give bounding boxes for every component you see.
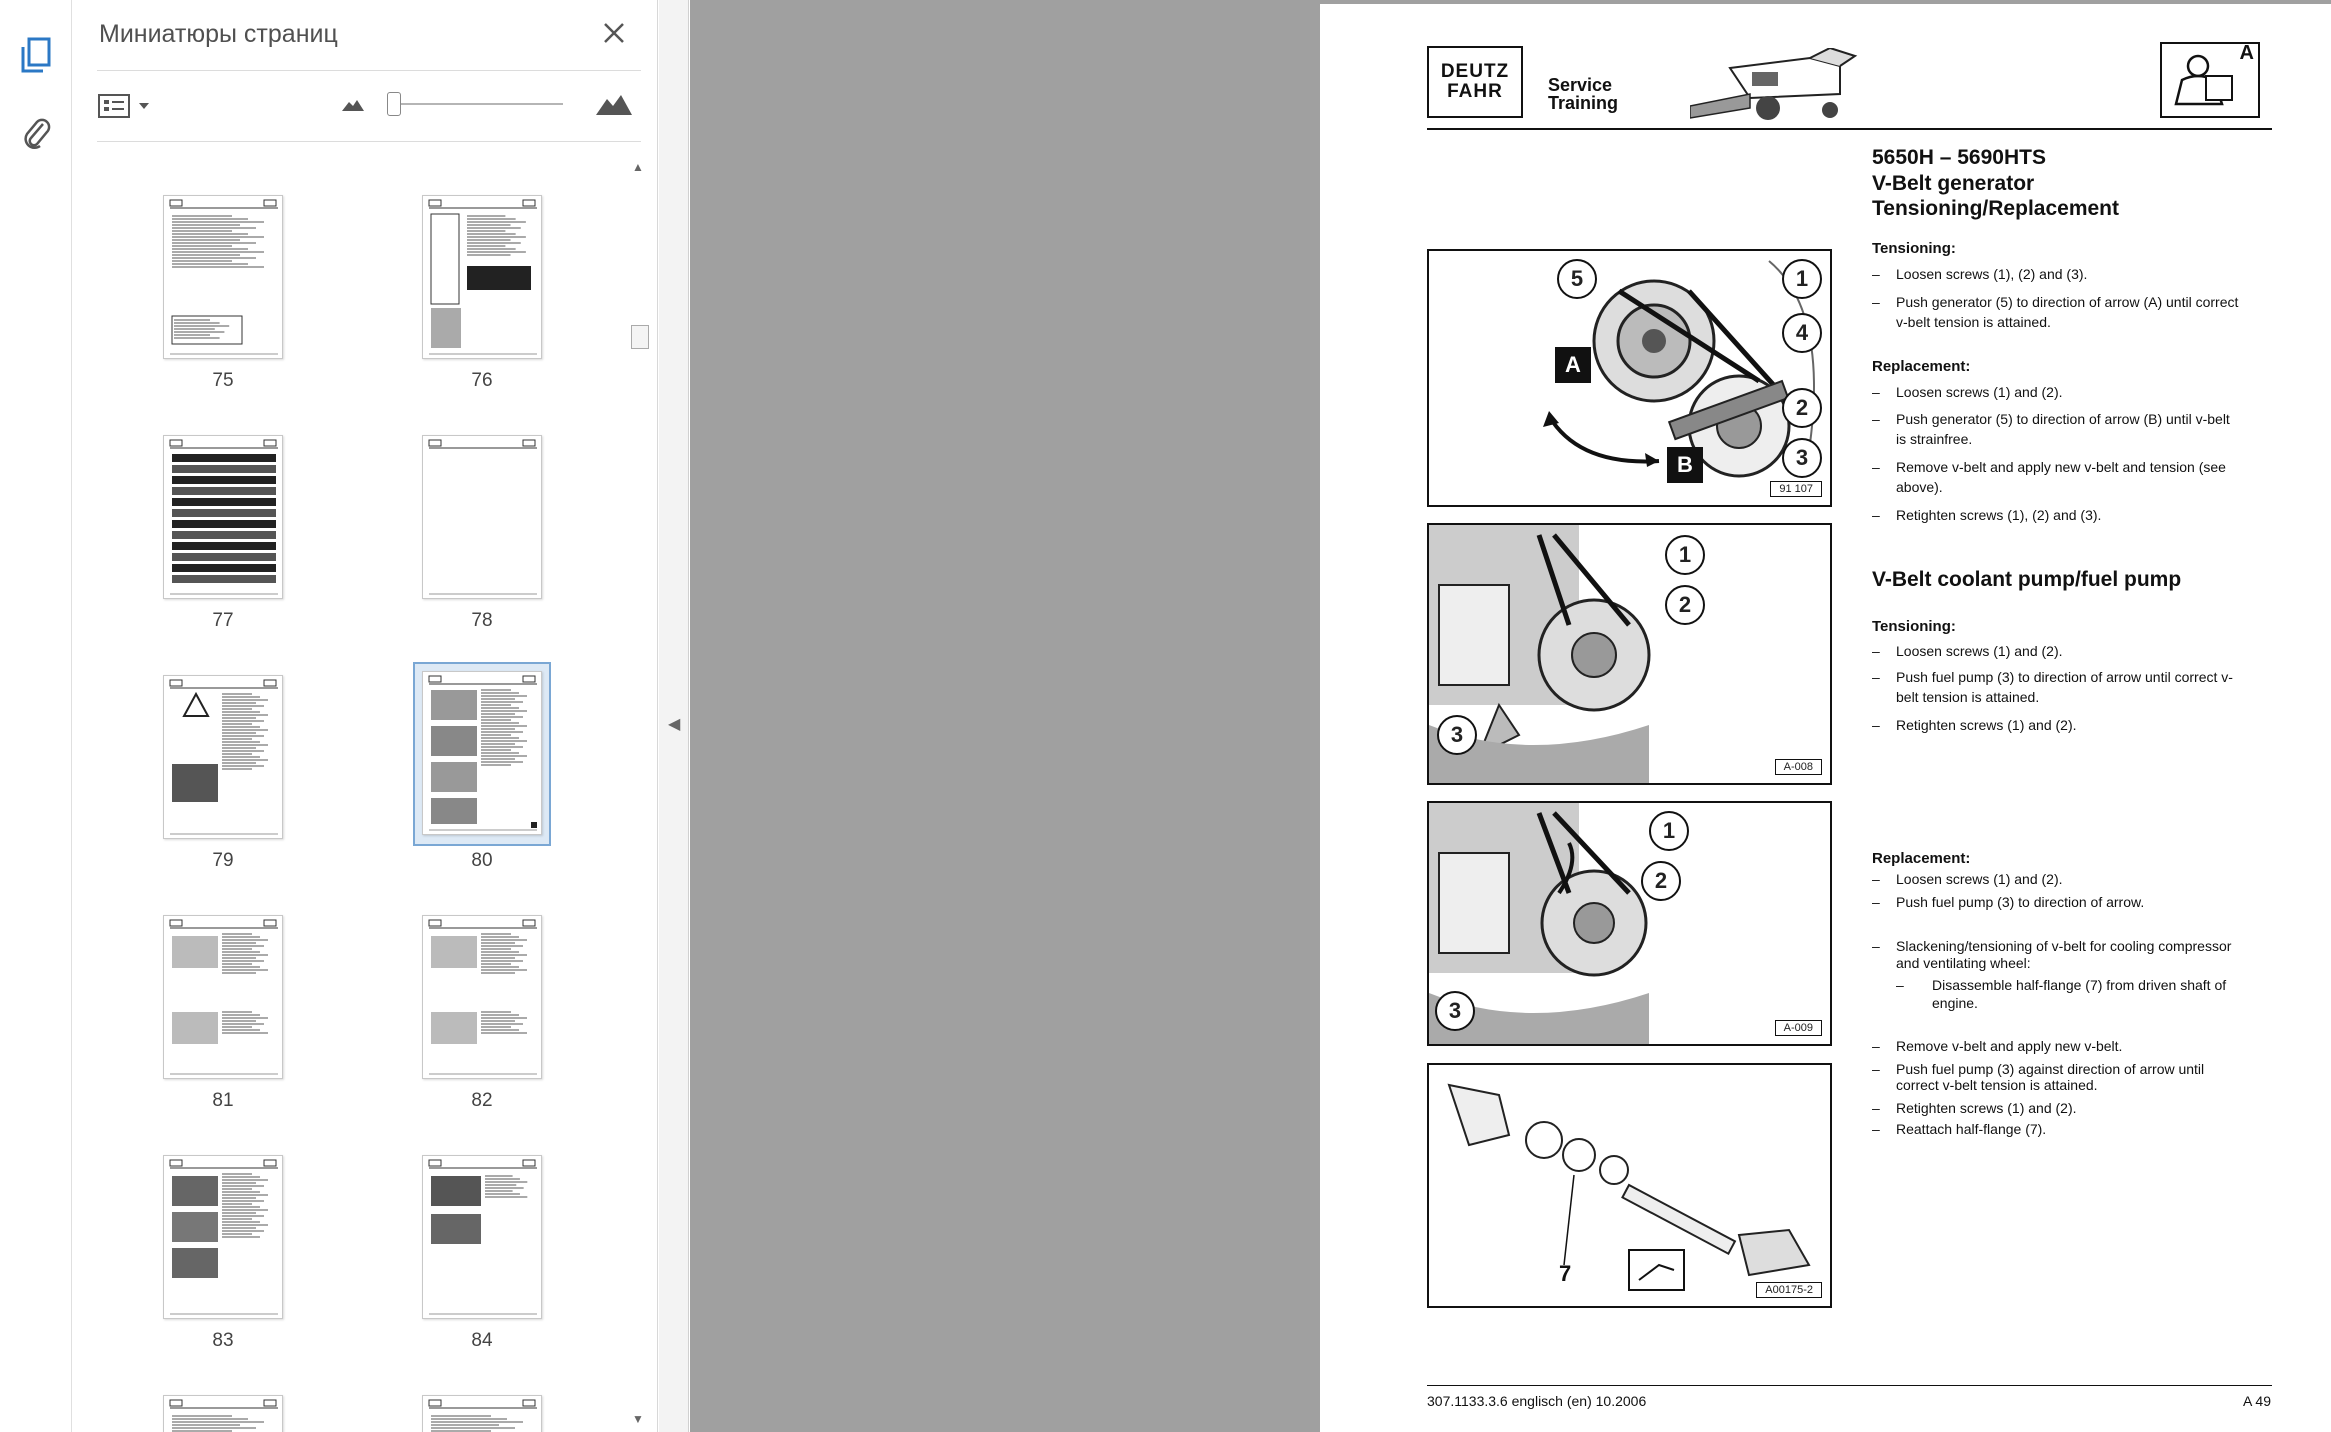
callout: 2: [1641, 861, 1681, 901]
step: – Loosen screws (1) and (2).: [1872, 871, 2063, 887]
replacement-heading: Replacement:: [1872, 358, 1971, 375]
half-flange-figure: [1427, 1063, 1832, 1308]
thumbnail-list: [73, 150, 625, 1432]
step: – Loosen screws (1) and (2).: [1872, 643, 2063, 659]
thumbnail-label: 80: [471, 850, 493, 871]
mountain-large-icon[interactable]: [595, 92, 633, 121]
collapse-left-icon[interactable]: ◀: [668, 716, 681, 733]
thumbnail-label: 83: [212, 1330, 234, 1351]
figure-code: A00175-2: [1756, 1282, 1822, 1298]
step-cont: and ventilating wheel:: [1896, 955, 2031, 971]
document-page: [1320, 4, 2331, 1432]
slider-track: [393, 103, 563, 105]
thumbnail-label: 75: [212, 370, 234, 391]
mountain-small-icon[interactable]: [341, 96, 365, 117]
step-cont: above).: [1896, 479, 1943, 495]
thumbnail-label: 77: [212, 610, 234, 631]
fuel-pump-figure: [1427, 801, 1832, 1046]
callout: 1: [1782, 259, 1822, 299]
deutz-fahr-logo: DEUTZ FAHR: [1427, 46, 1523, 118]
coolant-pump-figure: [1427, 523, 1832, 785]
callout: 2: [1782, 388, 1822, 428]
step: – Push fuel pump (3) to direction of arrow until correct v-: [1872, 669, 2233, 685]
thumbnail-label: 78: [471, 610, 493, 631]
callout: 4: [1782, 313, 1822, 353]
page-number: A 49: [2242, 1393, 2271, 1409]
page-thumbnail[interactable]: [422, 1395, 542, 1432]
arrow-label: A: [1555, 347, 1591, 383]
thumbnail-options-icon[interactable]: [97, 88, 157, 124]
footer-rule: [1427, 1385, 2272, 1386]
step: – Push generator (5) to direction of arrow (A) until correct: [1872, 294, 2239, 310]
sub-step: – Disassemble half-flange (7) from driven shaft of: [1896, 977, 2227, 993]
step: – Slackening/tensioning of v-belt for cooling compressor: [1872, 938, 2232, 954]
thumbnail-scrollbar[interactable]: [628, 150, 650, 1432]
tensioning-heading: Tensioning:: [1872, 618, 1956, 635]
page-thumbnail[interactable]: [163, 435, 283, 599]
thumbnail-label: 79: [212, 850, 234, 871]
thumbnail-label: 82: [471, 1090, 493, 1111]
footer-doc-id: 307.1133.3.6 englisch (en) 10.2006: [1427, 1393, 1647, 1409]
callout: 3: [1782, 438, 1822, 478]
corner-tag: A: [2239, 42, 2254, 64]
thumbnail-label: 84: [471, 1330, 493, 1351]
page-thumbnail[interactable]: [422, 435, 542, 599]
tool-rail: [0, 0, 72, 1432]
scroll-down-icon[interactable]: ▼: [632, 1412, 644, 1426]
pages-icon[interactable]: [14, 34, 58, 78]
step: – Retighten screws (1), (2) and (3).: [1872, 507, 2102, 523]
callout: 1: [1665, 535, 1705, 575]
replacement-heading: Replacement:: [1872, 850, 1971, 867]
combine-harvester-illustration: [1690, 48, 1870, 124]
training-label: Training: [1548, 93, 1619, 113]
step: – Retighten screws (1) and (2).: [1872, 717, 2077, 733]
thumbnail-label: 76: [471, 370, 493, 391]
step: – Remove v-belt and apply new v-belt and tension (see: [1872, 459, 2226, 475]
divider: [97, 141, 641, 142]
thumbnail-panel: [73, 0, 658, 1432]
step-cont: belt tension is attained.: [1896, 689, 2040, 705]
section-title: V-Belt coolant pump/fuel pump: [1872, 568, 2182, 591]
step: – Push fuel pump (3) to direction of arrow.: [1872, 894, 2145, 910]
scroll-up-icon[interactable]: ▲: [632, 160, 644, 174]
callout: 3: [1437, 715, 1477, 755]
step: – Remove v-belt and apply new v-belt.: [1872, 1038, 2123, 1054]
page-thumbnail[interactable]: [422, 195, 542, 359]
page-thumbnail[interactable]: [422, 915, 542, 1079]
model-heading: 5650H – 5690HTS: [1872, 146, 2046, 169]
sub-step-cont: engine.: [1932, 995, 1978, 1011]
step: – Loosen screws (1), (2) and (3).: [1872, 266, 2088, 282]
page-thumbnail[interactable]: [163, 1155, 283, 1319]
page-thumbnail[interactable]: [422, 1155, 542, 1319]
arrow-label: B: [1667, 447, 1703, 483]
callout: 3: [1435, 991, 1475, 1031]
callout: 7: [1559, 1261, 1572, 1286]
page-thumbnail-selected[interactable]: [422, 671, 542, 835]
section-title: V-Belt generator: [1872, 172, 2035, 195]
step-cont: correct v-belt tension is attained.: [1896, 1077, 2098, 1093]
tensioning-heading: Tensioning:: [1872, 240, 1956, 257]
panel-title: Миниатюры страниц: [99, 20, 338, 48]
thumbnail-label: 81: [212, 1090, 234, 1111]
close-icon[interactable]: [597, 16, 631, 50]
header-rule: [1427, 128, 2272, 130]
generator-figure: [1427, 249, 1832, 507]
page-thumbnail[interactable]: [163, 675, 283, 839]
step-cont: v-belt tension is attained.: [1896, 314, 2051, 330]
figure-code: 91 107: [1770, 481, 1822, 497]
step: – Reattach half-flange (7).: [1872, 1121, 2047, 1137]
step: – Push fuel pump (3) against direction of arrow until: [1872, 1061, 2205, 1077]
step: – Loosen screws (1) and (2).: [1872, 384, 2063, 400]
figure-code: A-008: [1775, 759, 1822, 775]
page-thumbnail[interactable]: [163, 1395, 283, 1432]
callout: 2: [1665, 585, 1705, 625]
panel-collapse-handle[interactable]: [659, 0, 689, 1432]
step-cont: is strainfree.: [1896, 431, 1973, 447]
figure-code: A-009: [1775, 1020, 1822, 1036]
scrollbar-thumb[interactable]: [631, 325, 649, 349]
callout: 1: [1649, 811, 1689, 851]
warning-reader-icon: [2160, 42, 2260, 118]
document-view: [690, 0, 2331, 1432]
page-thumbnail[interactable]: [163, 195, 283, 359]
page-thumbnail[interactable]: [163, 915, 283, 1079]
step: – Retighten screws (1) and (2).: [1872, 1100, 2077, 1116]
service-label: Service: [1548, 75, 1613, 95]
section-subtitle: Tensioning/Replacement: [1872, 197, 2119, 220]
step: – Push generator (5) to direction of arrow (B) until v-belt: [1872, 411, 2230, 427]
divider: [97, 70, 641, 71]
callout: 5: [1557, 259, 1597, 299]
slider-knob[interactable]: [387, 92, 401, 116]
paperclip-icon[interactable]: [14, 110, 58, 154]
